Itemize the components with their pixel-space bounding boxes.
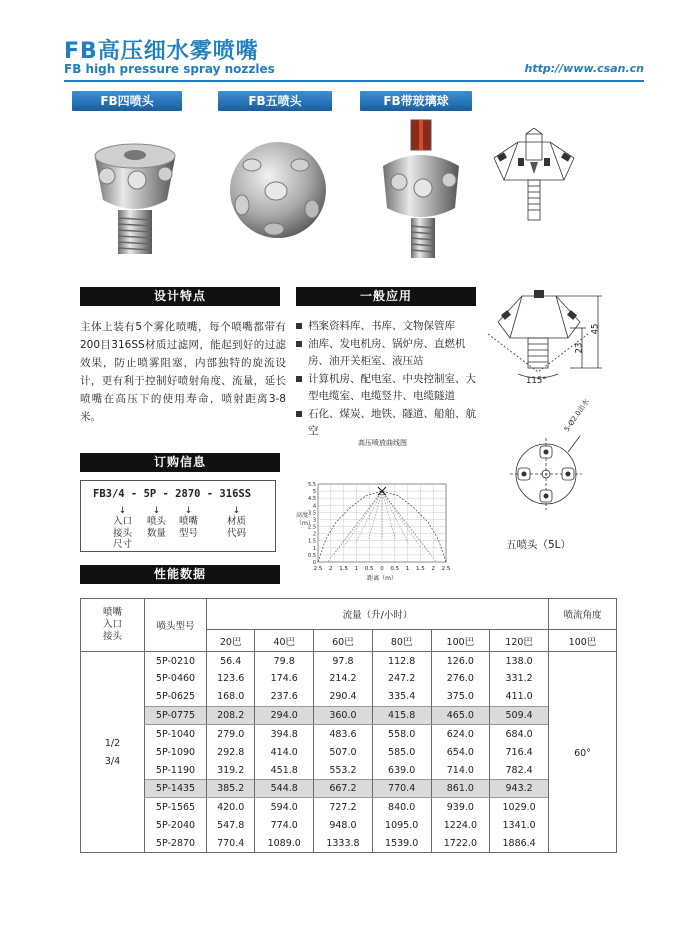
order-code-box: [80, 480, 276, 552]
spray-ray: [382, 491, 408, 543]
pressure-header: 120巴: [490, 630, 549, 652]
flow-cell: 727.2: [314, 798, 373, 816]
flow-cell: 414.0: [255, 743, 314, 761]
flow-cell: 415.8: [372, 706, 431, 724]
table-row: [81, 798, 617, 816]
y-tick-label: 4: [312, 503, 316, 510]
flow-cell: 292.8: [207, 743, 255, 761]
table-row: [81, 816, 617, 834]
flow-cell: 624.0: [431, 725, 490, 743]
table-row: [81, 780, 617, 798]
order-label-count: [147, 506, 166, 539]
flow-cell: 56.4: [207, 652, 255, 670]
list-item: 档案资料库、书库、文物保管库: [296, 318, 476, 336]
order-heading: 订购信息: [80, 453, 280, 472]
flow-cell: 667.2: [314, 780, 373, 798]
flow-cell: 547.8: [207, 816, 255, 834]
pressure-header: 60巴: [314, 630, 373, 652]
col-angle-header: 喷流角度: [549, 599, 617, 630]
dimension-45-label: 45: [590, 323, 601, 335]
tab-five-nozzle[interactable]: FB五喷头: [218, 91, 332, 111]
x-tick-label: 0.5: [364, 566, 374, 572]
flow-cell: 770.4: [372, 780, 431, 798]
flow-cell: 420.0: [207, 798, 255, 816]
flow-cell: 360.0: [314, 706, 373, 724]
flow-cell: 770.4: [207, 834, 255, 852]
flow-cell: 168.0: [207, 688, 255, 706]
flow-cell: 714.0: [431, 761, 490, 779]
flow-cell: 123.6: [207, 670, 255, 688]
flow-cell: 553.2: [314, 761, 373, 779]
list-item: 计算机房、配电室、中央控制室、大型电缆室、电缆竖井、电缆隧道: [296, 371, 476, 406]
flow-cell: 509.4: [490, 706, 549, 724]
flow-cell: 79.8: [255, 652, 314, 670]
spray-ray: [334, 491, 382, 554]
model-cell: 5P-2040: [145, 816, 207, 834]
top-view-drawing: [508, 432, 588, 512]
pressure-header: 80巴: [372, 630, 431, 652]
flow-cell: 1029.0: [490, 798, 549, 816]
angle-cell: 60°: [549, 652, 617, 853]
flow-cell: 507.0: [314, 743, 373, 761]
flow-cell: 112.8: [372, 652, 431, 670]
x-tick-label: 2: [329, 566, 333, 572]
design-description: 主体上装有5个雾化喷嘴，每个喷嘴都带有200目316SS材质过滤网，能起到好的过滤效果，防止喷雾阻塞，内部独特的旋流设计，更有利于控制好喷射角度、流量，延长喷嘴在高压下的使用寿命，喷射距离3-8米。: [80, 321, 286, 423]
dimension-23-label: 23: [574, 342, 585, 354]
table-row: [81, 743, 617, 761]
flow-cell: 451.8: [255, 761, 314, 779]
flow-cell: 948.0: [314, 816, 373, 834]
inlet-size: 3/4: [104, 756, 121, 768]
flow-cell: 1539.0: [372, 834, 431, 852]
y-tick-label: 2.5: [308, 524, 316, 531]
order-label-material: [227, 506, 246, 539]
model-cell: 5P-0625: [145, 688, 207, 706]
x-tick-label: 0: [380, 566, 384, 572]
flow-cell: 394.8: [255, 725, 314, 743]
applications-list: [296, 318, 476, 441]
y-tick-label: 5: [312, 489, 316, 496]
flow-cell: 385.2: [207, 780, 255, 798]
flow-cell: 1722.0: [431, 834, 490, 852]
order-label-text: 喷头 数量: [147, 516, 167, 539]
performance-table: [80, 598, 617, 853]
table-row: [81, 670, 617, 688]
flow-cell: 558.0: [372, 725, 431, 743]
applications-heading: 一般应用: [296, 287, 476, 306]
table-row: [81, 761, 617, 779]
y-tick-label: 0: [312, 560, 316, 566]
flow-cell: 375.0: [431, 688, 490, 706]
model-cell: 5P-2870: [145, 834, 207, 852]
flow-cell: 411.0: [490, 688, 549, 706]
list-item: 油库、发电机房、锅炉房、直燃机房、油开关柜室、液压站: [296, 336, 476, 371]
spray-ray: [356, 491, 382, 543]
title-divider: [64, 80, 644, 82]
flow-cell: 279.0: [207, 725, 255, 743]
five-nozzle-photo: [228, 135, 328, 245]
flow-cell: 861.0: [431, 780, 490, 798]
model-cell: 5P-0460: [145, 670, 207, 688]
y-tick-label: 4.5: [308, 496, 316, 503]
page-subtitle: FB high pressure spray nozzles: [64, 62, 275, 76]
flow-cell: 294.0: [255, 706, 314, 724]
down-arrow-icon: ↓: [152, 506, 161, 516]
model-cell: 5P-1040: [145, 725, 207, 743]
spray-chart: [290, 438, 475, 583]
model-cell: 5P-1565: [145, 798, 207, 816]
design-heading: 设计特点: [80, 287, 280, 306]
x-tick-label: 1: [405, 566, 410, 572]
x-tick-label: 1: [354, 566, 359, 572]
flow-cell: 544.8: [255, 780, 314, 798]
orifice-note: 5-Ø2.0出水: [562, 397, 591, 434]
spray-chart-svg: [290, 438, 475, 583]
down-arrow-icon: ↓: [118, 506, 127, 516]
flow-cell: 290.4: [314, 688, 373, 706]
model-cell: 5P-1090: [145, 743, 207, 761]
flow-cell: 716.4: [490, 743, 549, 761]
flow-cell: 97.8: [314, 652, 373, 670]
flow-cell: 1333.8: [314, 834, 373, 852]
list-item: 石化、煤炭、地铁、隧道、船舶、航空: [296, 406, 476, 441]
inlet-size-cell: [81, 652, 145, 853]
drawing-caption: 五喷头（5L）: [506, 539, 572, 551]
four-nozzle-photo: [85, 128, 185, 263]
tab-four-nozzle[interactable]: FB四喷头: [72, 91, 182, 111]
glass-bulb-section-drawing: [488, 128, 580, 228]
flow-cell: 782.4: [490, 761, 549, 779]
x-axis-label: 距离（m）: [367, 575, 397, 582]
y-axis-label: 高度（m）: [296, 512, 314, 527]
flow-cell: 684.0: [490, 725, 549, 743]
flow-cell: 138.0: [490, 652, 549, 670]
y-tick-label: 0.5: [308, 552, 316, 559]
flow-cell: 1341.0: [490, 816, 549, 834]
flow-cell: 276.0: [431, 670, 490, 688]
flow-cell: 319.2: [207, 761, 255, 779]
col-flow-header: 流量（升/小时）: [207, 599, 549, 630]
y-tick-label: 5.5: [308, 482, 316, 488]
x-tick-label: 2: [431, 566, 435, 572]
performance-rows: [81, 652, 617, 853]
y-tick-label: 1.5: [308, 538, 316, 545]
flow-cell: 335.4: [372, 688, 431, 706]
x-tick-label: 1.5: [339, 566, 348, 572]
website-link[interactable]: http://www.csan.cn: [524, 62, 644, 75]
flow-cell: 1095.0: [372, 816, 431, 834]
flow-cell: 840.0: [372, 798, 431, 816]
col-inlet-header: 喷嘴 入口 接头: [81, 599, 145, 652]
order-code: FB3/4 - 5P - 2870 - 316SS: [93, 488, 252, 500]
order-label-text: 入口 接头 尺寸: [113, 516, 133, 550]
model-cell: 5P-0775: [145, 706, 207, 724]
down-arrow-icon: ↓: [184, 506, 193, 516]
y-tick-label: 1: [312, 545, 316, 552]
order-label-text: 喷嘴 型号: [179, 516, 199, 539]
col-model-header: 喷头型号: [145, 599, 207, 652]
flow-cell: 214.2: [314, 670, 373, 688]
performance-heading: 性能数据: [80, 565, 280, 584]
order-label-inlet: [113, 506, 132, 551]
pressure-header: 20巴: [207, 630, 255, 652]
table-row: [81, 688, 617, 706]
table-row: [81, 725, 617, 743]
flow-cell: 247.2: [372, 670, 431, 688]
x-tick-label: 1.5: [416, 566, 425, 572]
flow-cell: 594.0: [255, 798, 314, 816]
flow-cell: 174.6: [255, 670, 314, 688]
x-tick-label: 2.5: [441, 566, 451, 572]
angle-label: 115°: [526, 376, 547, 386]
order-label-model: [179, 506, 198, 539]
model-cell: 5P-1435: [145, 780, 207, 798]
glass-bulb-nozzle-photo: [375, 116, 475, 266]
table-row: [81, 706, 617, 724]
flow-cell: 331.2: [490, 670, 549, 688]
model-cell: 5P-0210: [145, 652, 207, 670]
x-tick-label: 2.5: [313, 566, 323, 572]
pressure-header: 40巴: [255, 630, 314, 652]
flow-cell: 465.0: [431, 706, 490, 724]
angle-pressure-header: 100巴: [549, 630, 617, 652]
flow-cell: 208.2: [207, 706, 255, 724]
page-title: FB高压细水雾喷嘴: [64, 39, 259, 64]
flow-cell: 483.6: [314, 725, 373, 743]
flow-cell: 1886.4: [490, 834, 549, 852]
tab-glass-bulb[interactable]: FB带玻璃球: [360, 91, 472, 111]
x-tick-label: 0.5: [390, 566, 400, 572]
y-tick-label: 2: [312, 531, 316, 538]
pressure-header: 100巴: [431, 630, 490, 652]
model-cell: 5P-1190: [145, 761, 207, 779]
flow-cell: 1224.0: [431, 816, 490, 834]
flow-cell: 585.0: [372, 743, 431, 761]
table-row: [81, 834, 617, 852]
y-tick-label: 3: [312, 517, 316, 524]
flow-cell: 126.0: [431, 652, 490, 670]
flow-cell: 1089.0: [255, 834, 314, 852]
flow-cell: 654.0: [431, 743, 490, 761]
inlet-size: 1/2: [104, 738, 121, 750]
flow-cell: 639.0: [372, 761, 431, 779]
chart-title: 高压喷放曲线图: [358, 439, 407, 447]
table-row: [81, 652, 617, 670]
down-arrow-icon: ↓: [232, 506, 241, 516]
y-tick-label: 3.5: [308, 510, 316, 517]
order-label-text: 材质 代码: [227, 516, 247, 539]
flow-cell: 237.6: [255, 688, 314, 706]
flow-cell: 774.0: [255, 816, 314, 834]
flow-cell: 943.2: [490, 780, 549, 798]
flow-cell: 939.0: [431, 798, 490, 816]
